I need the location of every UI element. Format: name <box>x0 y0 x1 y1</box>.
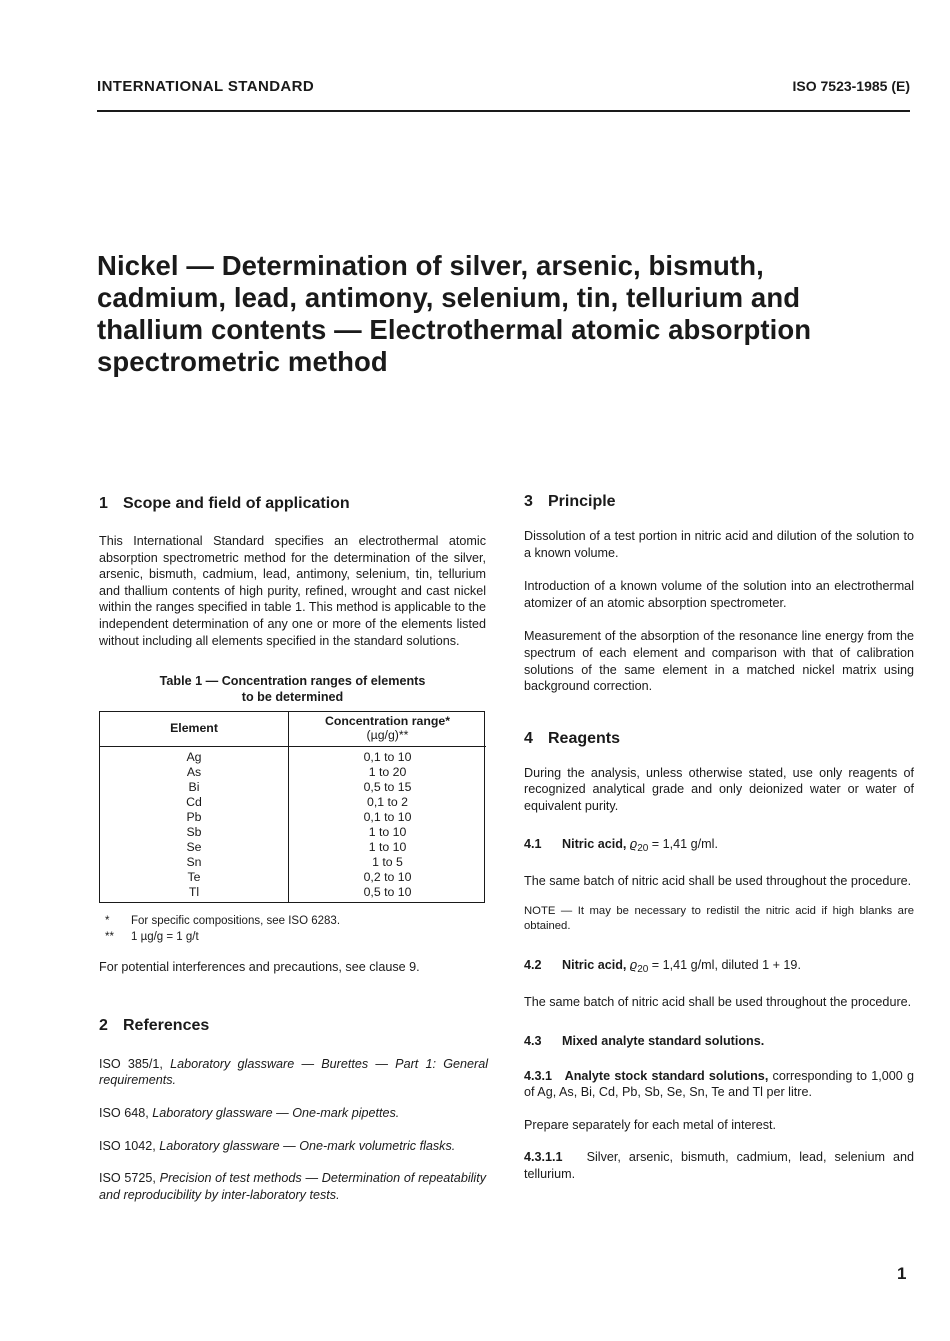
reagent-4-3-1-label: Analyte stock standard solutions, <box>564 1068 769 1083</box>
cell-range: 0,1 to 10 <box>363 810 412 825</box>
section-4-heading <box>524 729 914 749</box>
cell-element: As <box>100 765 289 780</box>
principle-paragraph: Introduction of a known volume of the solution into an electrothermal atomizer of an atomic absorption spectrometer. <box>524 579 914 610</box>
cell-element: Ag <box>100 747 289 766</box>
table-1-footnotes <box>99 913 486 945</box>
title-line-3: thallium contents — Electrothermal atomic absorption <box>97 314 812 345</box>
column-header-range-line-1: Concentration range* <box>324 714 451 729</box>
table-row <box>100 780 486 795</box>
reference-code: ISO 648, <box>99 1105 149 1120</box>
principle-paragraph: Dissolution of a test portion in nitric acid and dilution of the solution to a known volume. <box>524 529 914 560</box>
reagent-4-2-label: Nitric acid, <box>562 957 627 972</box>
reference-title: Laboratory glassware — One-mark pipettes. <box>152 1105 400 1120</box>
table-row <box>100 810 486 825</box>
reagent-4-3-1-text: corresponding to 1,000 g of Ag, As, Bi, Cd, Pb, Sb, Se, Sn, Te and Tl per litre. <box>524 1068 914 1100</box>
section-2-heading <box>99 1016 486 1036</box>
section-3-number: 3 <box>524 493 533 510</box>
table-row <box>100 825 486 840</box>
table-row <box>100 840 486 855</box>
cell-range: 1 to 5 <box>372 855 403 870</box>
reagent-4-3 <box>524 1033 914 1050</box>
footnote-1-mark: * <box>105 915 110 928</box>
column-header-range-unit: (µg/g)** <box>366 728 409 743</box>
column-header-element: Element <box>100 712 289 747</box>
principle-paragraph: Measurement of the absorption of the resonance line energy from the spectrum of each element and comparison with that of calibration solutions of the same element in a matched nickel matrix using background correction. <box>524 629 914 694</box>
table-row <box>100 870 486 885</box>
reagent-4-2-text: The same batch of nitric acid shall be used throughout the procedure. <box>524 995 912 1010</box>
reagent-4-3-1-number: 4.3.1 <box>524 1068 553 1083</box>
cell-range: 1 to 10 <box>368 825 407 840</box>
rho-symbol: ϱ <box>629 957 638 972</box>
rho-subscript: 20 <box>637 842 649 854</box>
left-column <box>99 494 486 1203</box>
reagent-4-3-1 <box>524 1068 914 1101</box>
section-1-title: Scope and field of application <box>123 495 350 512</box>
page-number: 1 <box>897 1264 907 1283</box>
concentration-table <box>100 712 486 902</box>
table-header-row <box>100 712 486 747</box>
reagent-4-3-1-para: Prepare separately for each metal of interest. <box>524 1117 777 1132</box>
reagent-4-3-heading <box>524 1034 764 1048</box>
cell-range: 0,1 to 2 <box>366 795 409 810</box>
table-1-caption <box>99 673 486 705</box>
reagent-4-2 <box>524 957 914 979</box>
cell-range: 0,1 to 10 <box>363 750 412 765</box>
cell-range: 0,2 to 10 <box>363 870 412 885</box>
cell-range: 1 to 10 <box>368 840 407 855</box>
section-3-heading <box>524 492 914 512</box>
reagent-4-1-label: Nitric acid, <box>562 836 627 851</box>
reference-title: Precision of test methods — Determination of repeatability and reproducibility by inter-laboratory tests. <box>99 1171 487 1202</box>
cell-element: Sb <box>100 825 289 840</box>
reagent-4-1-number: 4.1 <box>524 836 542 851</box>
reference-item <box>99 1170 486 1203</box>
section-2-number: 2 <box>99 1016 108 1034</box>
section-2-title: References <box>123 1016 210 1034</box>
reagents-intro: During the analysis, unless otherwise stated, use only reagents of recognized analytical grade and only deionized water or water of equivalent purity. <box>524 765 914 813</box>
table-1-caption-line-2: to be determined <box>241 690 344 705</box>
cell-range: 0,5 to 15 <box>363 780 412 795</box>
table-1-caption-line-1: Table 1 — Concentration ranges of elements <box>159 674 426 689</box>
reagent-4-1-value: = 1,41 g/ml. <box>648 836 718 851</box>
section-4-number: 4 <box>524 729 533 747</box>
table-row <box>100 855 486 870</box>
reference-item <box>99 1138 486 1155</box>
right-column <box>524 492 914 1182</box>
footnote-1-text: For specific compositions, see ISO 6283. <box>131 915 341 928</box>
reference-code: ISO 5725, <box>99 1171 156 1186</box>
footnote-2-text: 1 µg/g = 1 g/t <box>131 931 199 944</box>
cell-element: Tl <box>100 885 289 902</box>
table-row <box>100 765 486 780</box>
table-row <box>100 885 486 902</box>
cell-element: Bi <box>100 780 289 795</box>
section-3-title: Principle <box>548 493 616 510</box>
cell-range: 1 to 20 <box>368 765 407 780</box>
rho-subscript: 20 <box>637 963 649 975</box>
section-1-heading <box>99 494 486 514</box>
rho-symbol: ϱ <box>629 836 638 851</box>
reference-code: ISO 1042, <box>99 1138 156 1153</box>
table-row <box>100 795 486 810</box>
cell-element: Cd <box>100 795 289 810</box>
reagent-4-2-value: = 1,41 g/ml, diluted 1 + 19. <box>648 957 801 972</box>
reference-item <box>99 1105 486 1122</box>
interferences-note: For potential interferences and precautions, see clause 9. <box>99 960 420 975</box>
page-header <box>97 78 910 100</box>
header-standard-type: INTERNATIONAL STANDARD <box>97 78 315 95</box>
header-rule <box>97 110 910 112</box>
header-standard-number: ISO 7523-1985 (E) <box>792 78 910 94</box>
cell-element: Te <box>100 870 289 885</box>
footnote-2-mark: ** <box>105 931 114 944</box>
reference-item <box>99 1056 488 1089</box>
title-line-4: spectrometric method <box>97 346 388 377</box>
section-1-body: This International Standard specifies an electrothermal atomic absorption spectrometric method for the determination of the silver, arsenic, bismuth, cadmium, lead, antimony, selenium, tin, tellurium and thallium contents of high purity, refined, wrought and cast nickel within the ranges specified in table 1. This method is applicable to the independent determination of any one or more of the elements listed without including all elements specified in the standard solutions. <box>99 534 486 648</box>
title-line-1: Nickel — Determination of silver, arsenic, bismuth, <box>97 250 764 281</box>
footnote-1 <box>99 913 486 929</box>
reagent-4-3-1-1 <box>524 1149 914 1182</box>
reference-code: ISO 385/1, <box>99 1056 163 1071</box>
cell-element: Sn <box>100 855 289 870</box>
reagent-4-3-1-heading <box>524 1069 768 1083</box>
cell-range: 0,5 to 10 <box>363 885 412 900</box>
reagent-4-1-note: NOTE — It may be necessary to redistil the nitric acid if high blanks are obtained. <box>524 904 914 933</box>
section-4-title: Reagents <box>548 729 621 747</box>
section-1-number: 1 <box>99 495 108 512</box>
reference-title: Laboratory glassware — Burettes — Part 1: General requirements. <box>99 1056 488 1088</box>
footnote-2 <box>99 929 486 945</box>
reagent-4-2-number: 4.2 <box>524 957 542 972</box>
reagent-4-3-number: 4.3 <box>524 1033 542 1048</box>
reagent-4-1 <box>524 836 914 858</box>
cell-element: Pb <box>100 810 289 825</box>
column-header-range <box>289 712 487 747</box>
table-row <box>100 747 486 766</box>
reagent-4-3-1-1-number: 4.3.1.1 <box>524 1150 563 1165</box>
cell-element: Se <box>100 840 289 855</box>
table-1 <box>99 711 485 903</box>
reagent-4-3-label: Mixed analyte standard solutions. <box>562 1033 765 1048</box>
reference-title: Laboratory glassware — One-mark volumetric flasks. <box>159 1138 456 1153</box>
document-title <box>97 250 887 378</box>
reagent-4-3-1-1-text: Silver, arsenic, bismuth, cadmium, lead, selenium and tellurium. <box>524 1150 914 1181</box>
reagent-4-1-heading <box>524 837 626 851</box>
title-line-2: cadmium, lead, antimony, selenium, tin, tellurium and <box>97 282 801 313</box>
reagent-4-1-text: The same batch of nitric acid shall be used throughout the procedure. <box>524 874 912 889</box>
reagent-4-2-heading <box>524 958 626 972</box>
